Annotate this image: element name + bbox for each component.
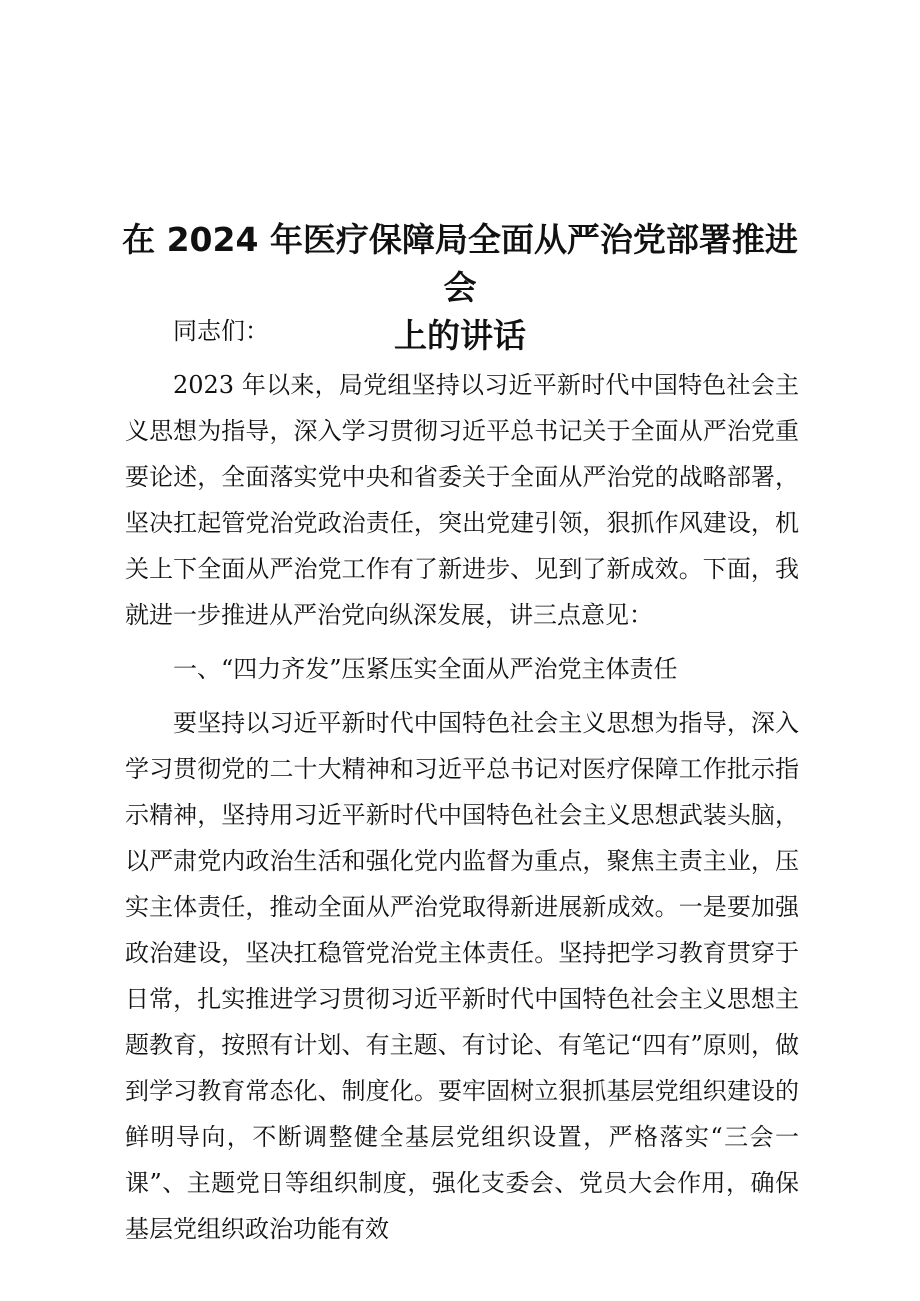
title-line-1: 在 2024 年医疗保障局全面从严治党部署推进会 xyxy=(122,220,798,307)
salutation: 同志们： xyxy=(173,317,269,345)
section-heading-1: 一、“四力齐发”压紧压实全面从严治党主体责任 xyxy=(173,655,678,683)
title-line-2: 上的讲话 xyxy=(394,316,526,355)
document-body xyxy=(125,308,799,1252)
paragraph-section-1: 要坚持以习近平新时代中国特色社会主义思想为指导，深入学习贯彻党的二十大精神和习近平总书记对医疗保障工作批示指示精神，坚持用习近平新时代中国特色社会主义思想武装头脑，以严肃党内政治生活和强化党内监督为重点，聚焦主责主业，压实主体责任，推动全面从严治党取得新进展新成效。一是要加强政治建设，坚决扛稳管党治党主体责任。坚持把学习教育贯穿于日常，扎实推进学习贯彻习近平新时代中国特色社会主义思想主题教育，按照有计划、有主题、有讨论、有笔记“四有”原则，做到学习教育常态化、制度化。要牢固树立狠抓基层党组织建设的鲜明导向，不断调整健全基层党组织设置，严格落实“三会一课”、主题党日等组织制度，强化支委会、党员大会作用，确保基层党组织政治功能有效 xyxy=(125,709,799,1243)
paragraph-intro: 2023 年以来，局党组坚持以习近平新时代中国特色社会主义思想为指导，深入学习贯彻习近平总书记关于全面从严治党重要论述，全面落实党中央和省委关于全面从严治党的战略部署，坚决扛起管党治党政治责任，突出党建引领，狠抓作风建设，机关上下全面从严治党工作有了新进步、见到了新成效。下面，我就进一步推进从严治党向纵深发展，讲三点意见： xyxy=(125,371,799,629)
